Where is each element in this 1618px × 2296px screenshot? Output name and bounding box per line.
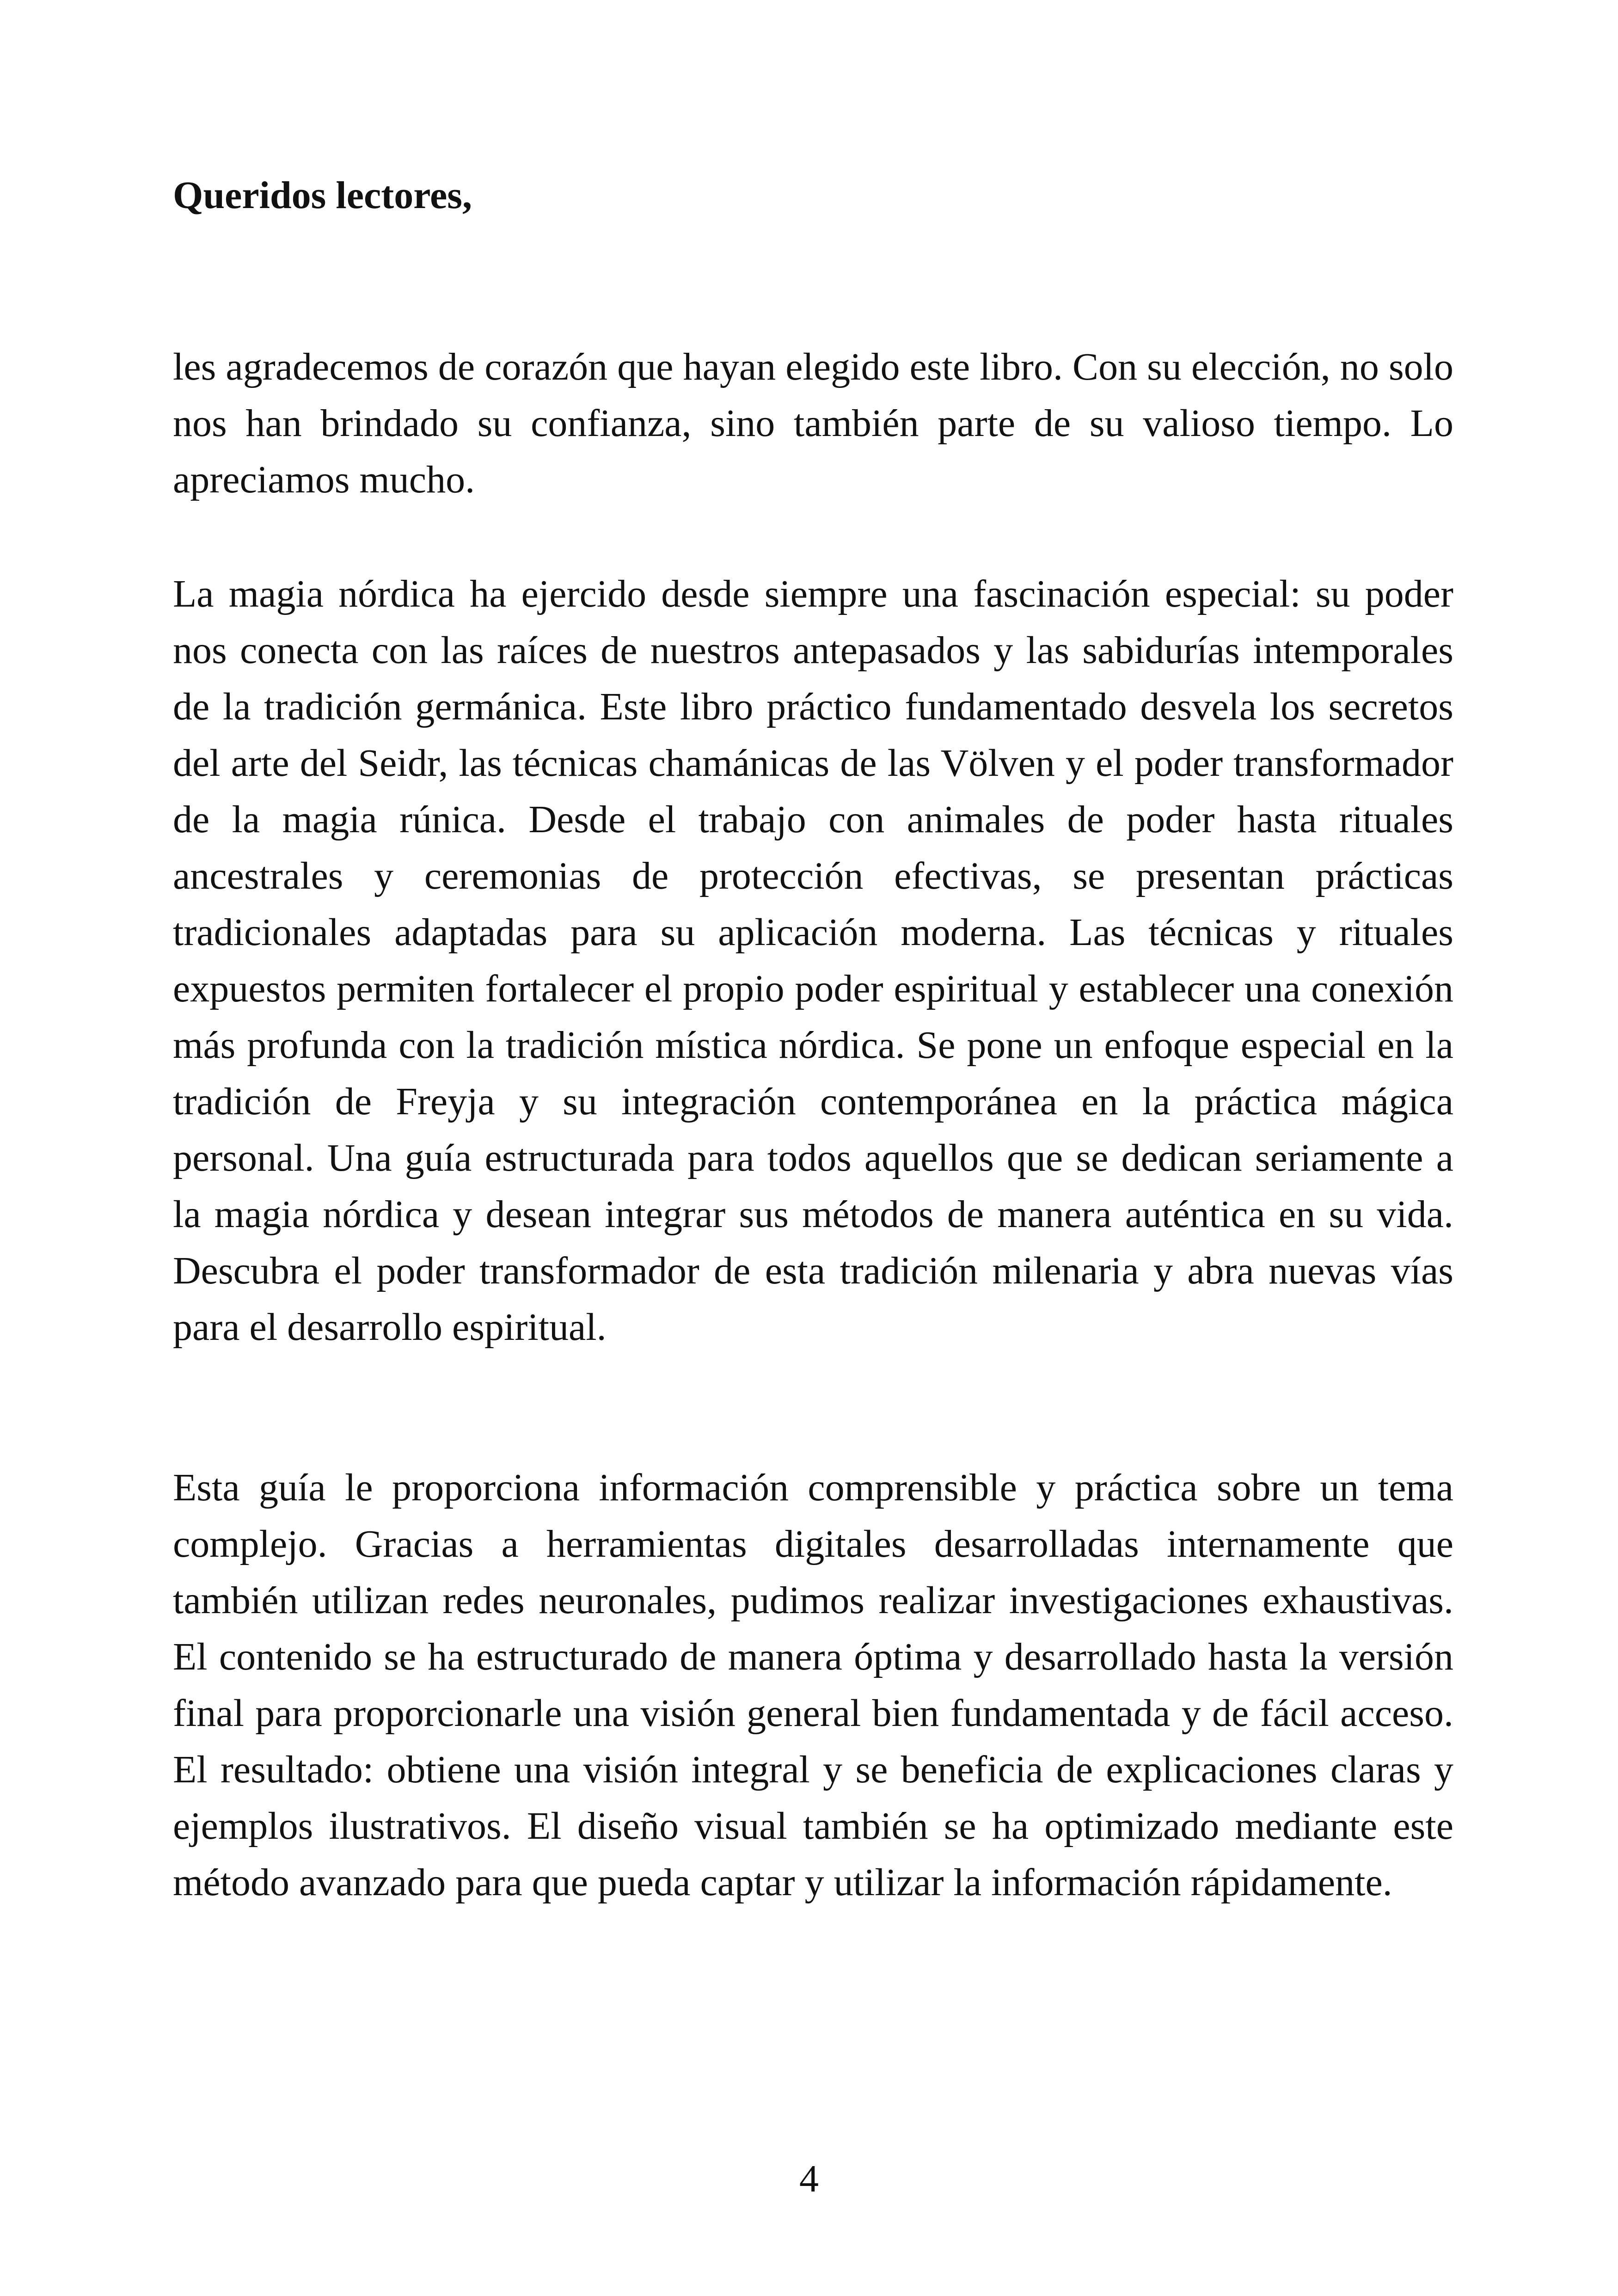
paragraph-thanks: les agradecemos de corazón que hayan elegido este libro. Con su elección, no solo nos han brindado su confianza, sino también parte de su valioso tiempo. Lo apreciamos mucho. — [173, 345, 1453, 501]
greeting-heading: Queridos lectores, — [173, 174, 472, 217]
page-number: 4 — [799, 2157, 819, 2200]
paragraph-guide-method: Esta guía le proporciona información comprensible y práctica sobre un tema complejo. Gracias a herramientas digitales desarrolladas internamente que también utilizan redes neuronales, pudimos realizar investigaciones exhaustivas. El contenido se ha estructurado de manera óptima y desarrollado hasta la versión final para proporcionarle una visión general bien fundamentada y de fácil acceso. El resultado: obtiene una visión integral y se beneficia de explicaciones claras y ejemplos ilustrativos. El diseño visual también se ha optimizado mediante este método avanzado para que pueda captar y utilizar la información rápidamente. — [173, 1466, 1453, 1904]
paragraph-book-description: La magia nórdica ha ejercido desde siempre una fascinación especial: su poder nos conecta con las raíces de nuestros antepasados y las sabidurías intemporales de la tradición germánica. Este libro práctico fundamentado desvela los secretos del arte del Seidr, las técnicas chamánicas de las Völven y el poder transformador de la magia rúnica. Desde el trabajo con animales de poder hasta rituales ancestrales y ceremonias de protección efectivas, se presentan prácticas tradicionales adaptadas para su aplicación moderna. Las técnicas y rituales expuestos permiten fortalecer el propio poder espiritual y establecer una conexión más profunda con la tradición mística nórdica. Se pone un enfoque especial en la tradición de Freyja y su integración contemporánea en la práctica mágica personal. Una guía estructurada para todos aquellos que se dedican seriamente a la magia nórdica y desean integrar sus métodos de manera auténtica en su vida. Descubra el poder transformador de esta tradición milenaria y abra nuevas vías para el desarrollo espiritual. — [173, 572, 1453, 1349]
